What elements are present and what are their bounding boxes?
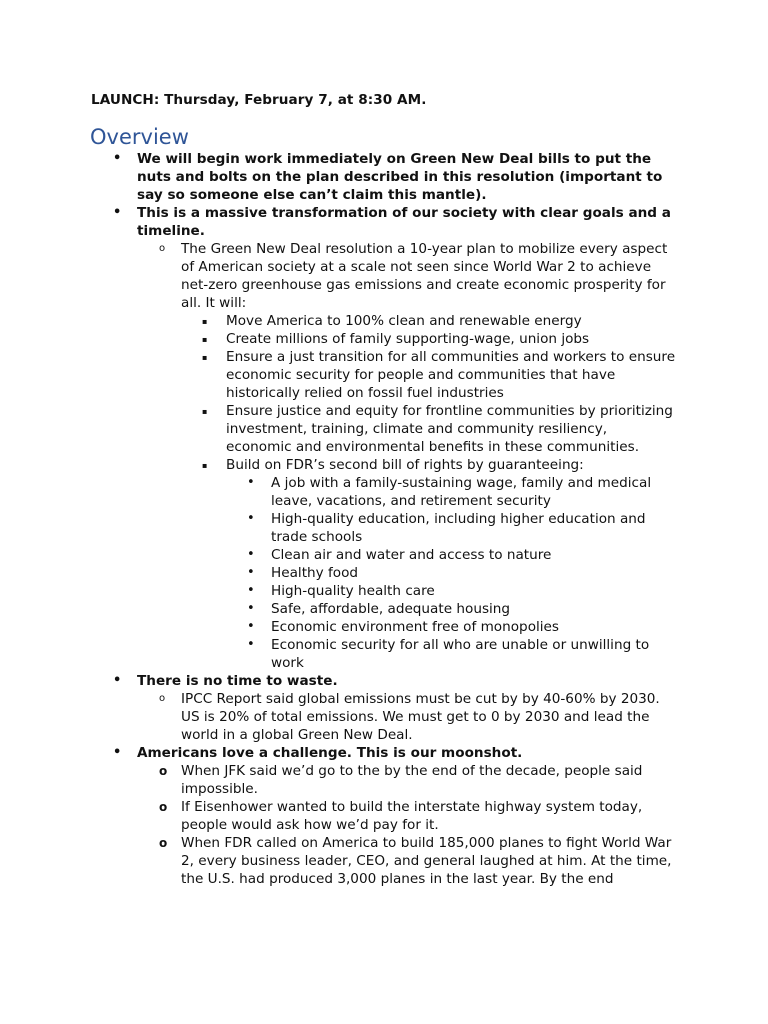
- sub-bullet-gnd-resolution: [159, 240, 677, 312]
- square-marker: ▪: [202, 461, 208, 470]
- bullet-marker: •: [113, 745, 122, 760]
- bullet-marker: •: [113, 205, 122, 220]
- sub-bullet-fdr-planes: [159, 834, 677, 888]
- circle-marker: o: [159, 764, 168, 778]
- fdr-right-text: High-quality education, including higher education and trade schools: [271, 511, 646, 545]
- bullet-text: This is a massive transformation of our society with clear goals and a timeline.: [137, 205, 671, 239]
- bullet-marker: •: [247, 511, 255, 526]
- bullet-no-time-to-waste: [113, 672, 677, 690]
- bullet-text: We will begin work immediately on Green New Deal bills to put the nuts and bolts on the plan described in this resolution (important to say so someone else can’t claim this mantle).: [137, 151, 663, 203]
- bullet-moonshot: [113, 744, 677, 762]
- fdr-right-item: [247, 546, 671, 564]
- bullet-marker: •: [247, 637, 255, 652]
- square-marker: ▪: [202, 335, 208, 344]
- circle-marker: o: [159, 836, 168, 850]
- fdr-right-text: Clean air and water and access to nature: [271, 547, 552, 563]
- bullet-marker: •: [247, 565, 255, 580]
- sub-bullet-text: The Green New Deal resolution a 10-year plan to mobilize every aspect of American society at a scale not seen since World War 2 to achieve net-zero greenhouse gas emissions and create economic prosperity for all. It will:: [181, 241, 668, 311]
- fdr-right-text: Healthy food: [271, 565, 359, 581]
- bullet-marker: •: [247, 475, 255, 490]
- fdr-right-item: [247, 636, 671, 672]
- bullet-massive-transformation: [113, 204, 677, 240]
- fdr-right-text: High-quality health care: [271, 583, 435, 599]
- sub-bullet-ipcc-report: [159, 690, 677, 744]
- list-item: [202, 312, 676, 330]
- bullet-marker: •: [247, 619, 255, 634]
- list-item: [202, 330, 676, 348]
- list-item-text: Ensure a just transition for all communities and workers to ensure economic security for people and communities that have historically relied on fossil fuel industries: [226, 349, 676, 401]
- list-item: [202, 456, 676, 474]
- list-item: [202, 402, 676, 456]
- sub-bullet-text: When FDR called on America to build 185,000 planes to fight World War 2, every business leader, CEO, and general laughed at him. At the time, the U.S. had produced 3,000 planes in the last year. By the end: [181, 835, 672, 887]
- sub-bullet-jfk: [159, 762, 677, 798]
- bullet-text: There is no time to waste.: [137, 673, 338, 689]
- fdr-right-text: Economic environment free of monopolies: [271, 619, 560, 635]
- launch-line: LAUNCH: Thursday, February 7, at 8:30 AM.: [91, 92, 427, 108]
- fdr-right-text: Safe, affordable, adequate housing: [271, 601, 511, 617]
- fdr-right-item: [247, 474, 671, 510]
- sub-bullet-eisenhower: [159, 798, 677, 834]
- bullet-text: Americans love a challenge. This is our moonshot.: [137, 745, 523, 761]
- sub-bullet-text: IPCC Report said global emissions must be cut by by 40-60% by 2030. US is 20% of total emissions. We must get to 0 by 2030 and lead the world in a global Green New Deal.: [181, 691, 660, 743]
- overview-content: [0, 150, 768, 888]
- fdr-right-item: [247, 618, 671, 636]
- fdr-right-item: [247, 564, 671, 582]
- circle-marker: o: [159, 693, 166, 704]
- bullet-marker: •: [247, 583, 255, 598]
- sub-bullet-text: If Eisenhower wanted to build the interstate highway system today, people would ask how we’d pay for it.: [181, 799, 643, 833]
- overview-heading: Overview: [90, 125, 189, 149]
- list-item-text: Move America to 100% clean and renewable energy: [226, 313, 582, 329]
- fdr-right-item: [247, 582, 671, 600]
- list-item: [202, 348, 676, 402]
- sub-bullet-text: When JFK said we’d go to the by the end of the decade, people said impossible.: [181, 763, 643, 797]
- fdr-right-text: A job with a family-sustaining wage, family and medical leave, vacations, and retirement security: [271, 475, 652, 509]
- fdr-right-text: Economic security for all who are unable or unwilling to work: [271, 637, 650, 671]
- square-marker: ▪: [202, 317, 208, 326]
- fdr-right-item: [247, 600, 671, 618]
- circle-marker: o: [159, 243, 166, 254]
- square-marker: ▪: [202, 407, 208, 416]
- list-item-text: Build on FDR’s second bill of rights by guaranteeing:: [226, 457, 584, 473]
- bullet-marker: •: [247, 601, 255, 616]
- list-item-text: Ensure justice and equity for frontline communities by prioritizing investment, training, climate and community resiliency, economic and environmental benefits in these communities.: [226, 403, 673, 455]
- fdr-right-item: [247, 510, 671, 546]
- list-item-text: Create millions of family supporting-wage, union jobs: [226, 331, 590, 347]
- bullet-marker: •: [113, 673, 122, 688]
- bullet-begin-work: [113, 150, 677, 204]
- circle-marker: o: [159, 800, 168, 814]
- square-marker: ▪: [202, 353, 208, 362]
- bullet-marker: •: [247, 547, 255, 562]
- bullet-marker: •: [113, 151, 122, 166]
